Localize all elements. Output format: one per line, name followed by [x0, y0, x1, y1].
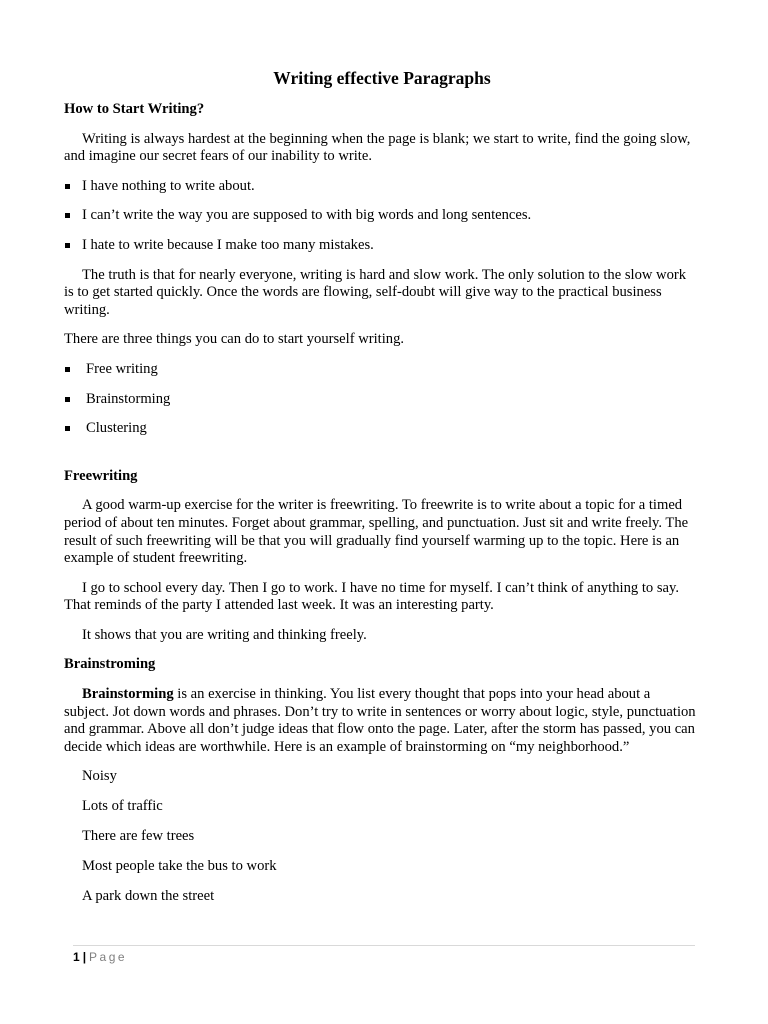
page-footer [73, 945, 695, 964]
page-number: 1 [73, 950, 80, 964]
bullet-icon [65, 184, 70, 189]
paragraph: Brainstorming is an exercise in thinking. You list every thought that pops into your head about a subject. Jot down words and phrases. Don’t try to write in sentences or worry about logic, style, punctuation and grammar. Above all don’t judge ideas that flow onto the page. Later, after the storm has passed, you can decide which ideas are worthwhile. Here is an example of brainstorming on “my neighborhood.” [64, 686, 696, 755]
section-heading-brainstorming: Brainstroming [64, 656, 156, 673]
paragraph: There are three things you can do to start yourself writing. [64, 331, 405, 348]
brainstorm-item: Most people take the bus to work [82, 858, 277, 875]
brainstorm-item: A park down the street [82, 888, 215, 904]
brainstorm-item: Lots of traffic [82, 798, 163, 815]
section-heading-how-to-start: How to Start Writing? [64, 101, 205, 117]
paragraph: The truth is that for nearly everyone, writing is hard and slow work. The only solution to the slow work is to get started quickly. Once the words are flowing, self-doubt will give way to the practical business writing. [64, 266, 687, 318]
techniques-list [64, 361, 698, 438]
page-label: Page [89, 950, 128, 964]
list-item: I hate to write because I make too many mistakes. [64, 237, 698, 255]
bullet-icon [65, 426, 70, 431]
document-body [64, 67, 698, 918]
list-item: I can’t write the way you are supposed to with big words and long sentences. [64, 207, 698, 225]
footer-separator: | [82, 950, 87, 964]
list-item: Clustering [64, 420, 698, 438]
brainstorm-item: Noisy [82, 768, 117, 785]
paragraph: Writing is always hardest at the beginning when the page is blank; we start to write, find the going slow, and imagine our secret fears of our inability to write. [64, 130, 691, 165]
fears-list [64, 178, 698, 255]
section-heading-freewriting: Freewriting [64, 467, 138, 484]
list-item: Brainstorming [64, 391, 698, 409]
brainstorm-item: There are few trees [82, 828, 195, 845]
list-item: I have nothing to write about. [64, 178, 698, 196]
document-title: Writing effective Paragraphs [273, 68, 491, 88]
paragraph: A good warm-up exercise for the writer is freewriting. To freewrite is to write about a topic for a timed period of about ten minutes. Forget about grammar, spelling, and punctuation. Just sit and write freely. The result of such freewriting will be that you will gradually find yourself warming up to the topic. Here is an example of student freewriting. [64, 497, 689, 567]
paragraph: It shows that you are writing and thinking freely. [82, 626, 367, 643]
bullet-icon [65, 397, 70, 402]
list-item: Free writing [64, 361, 698, 379]
bold-term: Brainstorming [82, 686, 174, 703]
paragraph: I go to school every day. Then I go to work. I have no time for myself. I can’t think of anything to say. That reminds of the party I attended last week. It was an interesting party. [64, 579, 679, 614]
bullet-icon [65, 243, 70, 248]
bullet-icon [65, 367, 70, 372]
blank-line [64, 450, 698, 468]
bullet-icon [65, 213, 70, 218]
